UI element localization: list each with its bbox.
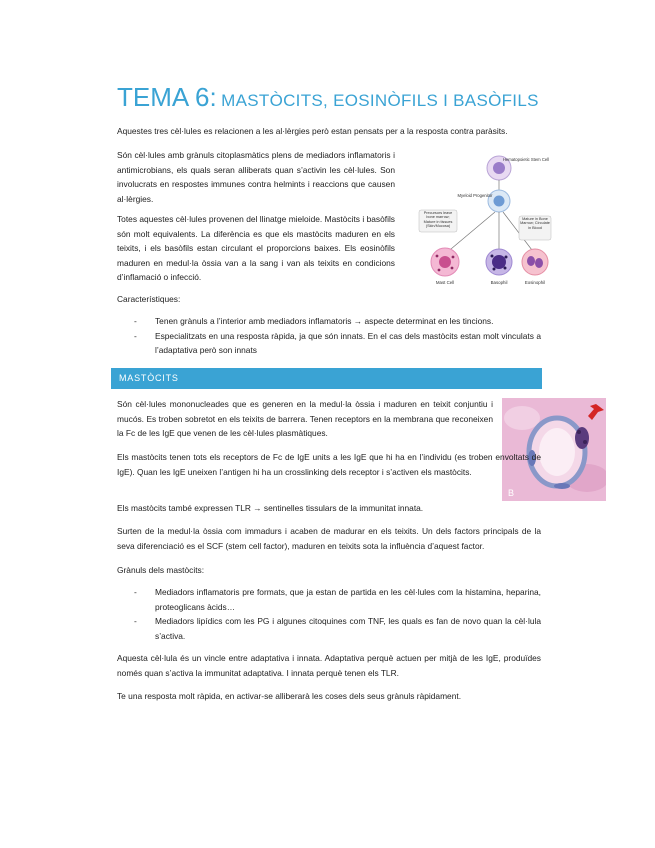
mast-nucleus bbox=[439, 256, 451, 268]
stem-label: Hematopoietic Stem Cell bbox=[502, 157, 550, 162]
title-sub: MASTÒCITS, EOSINÒFILS I BASÒFILS bbox=[221, 91, 539, 110]
lineage-diagram bbox=[415, 150, 553, 296]
myeloid-label: Myeloid Progenitor bbox=[457, 193, 493, 198]
mast-label: Mast Cell bbox=[435, 280, 455, 285]
paragraph-adaptive-innate: Aquesta cèl·lula és un vincle entre adaptativa i innata. Adaptativa perquè actuen per mitjà de les IgE, produïdes només quan s’activa la immunitat adaptativa. I innata perquè tenen els TLR. bbox=[117, 653, 541, 678]
mast-cell-granules bbox=[575, 427, 589, 449]
characteristics-heading: Característiques: bbox=[117, 294, 181, 304]
intro-paragraph: Aquestes tres cèl·lules es relacionen a les al·lèrgies però estan pensats per a la resposta contra paràsits. bbox=[117, 126, 508, 136]
micrograph-label: B bbox=[508, 488, 515, 498]
basophil-label: Basophil bbox=[490, 280, 508, 285]
eosinophil-nucleus-left bbox=[527, 256, 535, 266]
granules-list bbox=[117, 585, 541, 643]
basophil-nucleus bbox=[492, 255, 506, 269]
mature-label: Mature in Bone Marrow; Circulate in Blood bbox=[520, 217, 550, 230]
list-item: - Mediadors inflamatoris pre formats, que ja estan de partida en les cèl·lules com la histamina, heparina, proteoglicans àcids… bbox=[117, 585, 541, 614]
section-header-mastocits bbox=[111, 368, 542, 389]
paragraph-mastocits-receptors: Els mastòcits tenen tots els receptors de Fc de IgE units a les IgE que hi ha en l’individu (es troben envoltats de IgE). Quan les IgE uneixen l’antigen hi ha un crosslinking dels receptor i s’activen els mastòcits. bbox=[117, 452, 541, 477]
characteristics-list bbox=[117, 314, 541, 358]
paragraph-granules-description: Són cèl·lules amb grànuls citoplasmàtics plens de mediadors inflamatoris i antimicrobians, els quals seran alliberats quan s’activin les cèl·lules. Son involucrats en respostes immunes contra helmints i reaccions que causen al·lèrgies. bbox=[117, 150, 395, 204]
paragraph-lineage: Totes aquestes cèl·lules provenen del llinatge mieloide. Mastòcits i basòfils són molt equivalents. La diferència es que els mastòcits maduren en els teixits, i els basòfils estan circulant el proporcions baixes. Els eosinòfils maduren en medul·la òssia van a la sang i van als teixits en condicions d’inflamació o infecció. bbox=[117, 214, 395, 283]
page-title bbox=[117, 82, 539, 113]
granules-heading: Grànuls dels mastòcits: bbox=[117, 565, 205, 575]
list-item: - Tenen grànuls a l’interior amb mediadors inflamatoris → aspecte determinat en les tincions. bbox=[117, 314, 541, 329]
stem-cell-nucleus bbox=[493, 162, 505, 174]
eosinophil-label: Eosinophil bbox=[524, 280, 546, 285]
list-item: - Mediadors lipídics com les PG i algunes citoquines com TNF, les quals es fan de novo quan la cèl·lula s’activa. bbox=[117, 614, 541, 643]
paragraph-rapid-response: Te una resposta molt ràpida, en activar-se alliberarà les coses dels seus grànuls ràpidament. bbox=[117, 691, 462, 701]
list-item: - Especialitzats en una resposta ràpida, ja que són innats. En el cas dels mastòcits estan molt vinculats a l’adaptativa però son innats bbox=[117, 329, 541, 358]
vessel-lumen bbox=[539, 428, 575, 476]
eosinophil-nucleus-right bbox=[535, 258, 543, 268]
paragraph-mastocits-origin: Són cèl·lules mononucleades que es generen en la medul·la òssia i maduren en teixit conjuntiu i mucós. Es troben sobretot en els teixits de barrera. Tenen receptors en la membrana que reconeixen la Fc de les IgE que venen de les cèl·lules plasmàtiques. bbox=[117, 399, 493, 439]
paragraph-mastocits-maturation: Surten de la medul·la òssia com immadurs i acaben de madurar en els teixits. Un dels factors principals de la seva diferenciació es el SCF (stem cell factor), maduren en teixits sota la influència d’aquest factor. bbox=[117, 526, 541, 551]
precursor-label: Precursors leave bone marrow; Mature in tissues (Skin/Mucosa) bbox=[423, 211, 453, 229]
title-main: TEMA 6: bbox=[117, 82, 217, 112]
section-title: MASTÒCITS bbox=[119, 373, 179, 383]
eosinophil-icon bbox=[522, 249, 548, 275]
myeloid-nucleus bbox=[494, 196, 505, 207]
paragraph-mastocits-tlr: Els mastòcits també expressen TLR → sentinelles tissulars de la immunitat innata. bbox=[117, 503, 424, 513]
